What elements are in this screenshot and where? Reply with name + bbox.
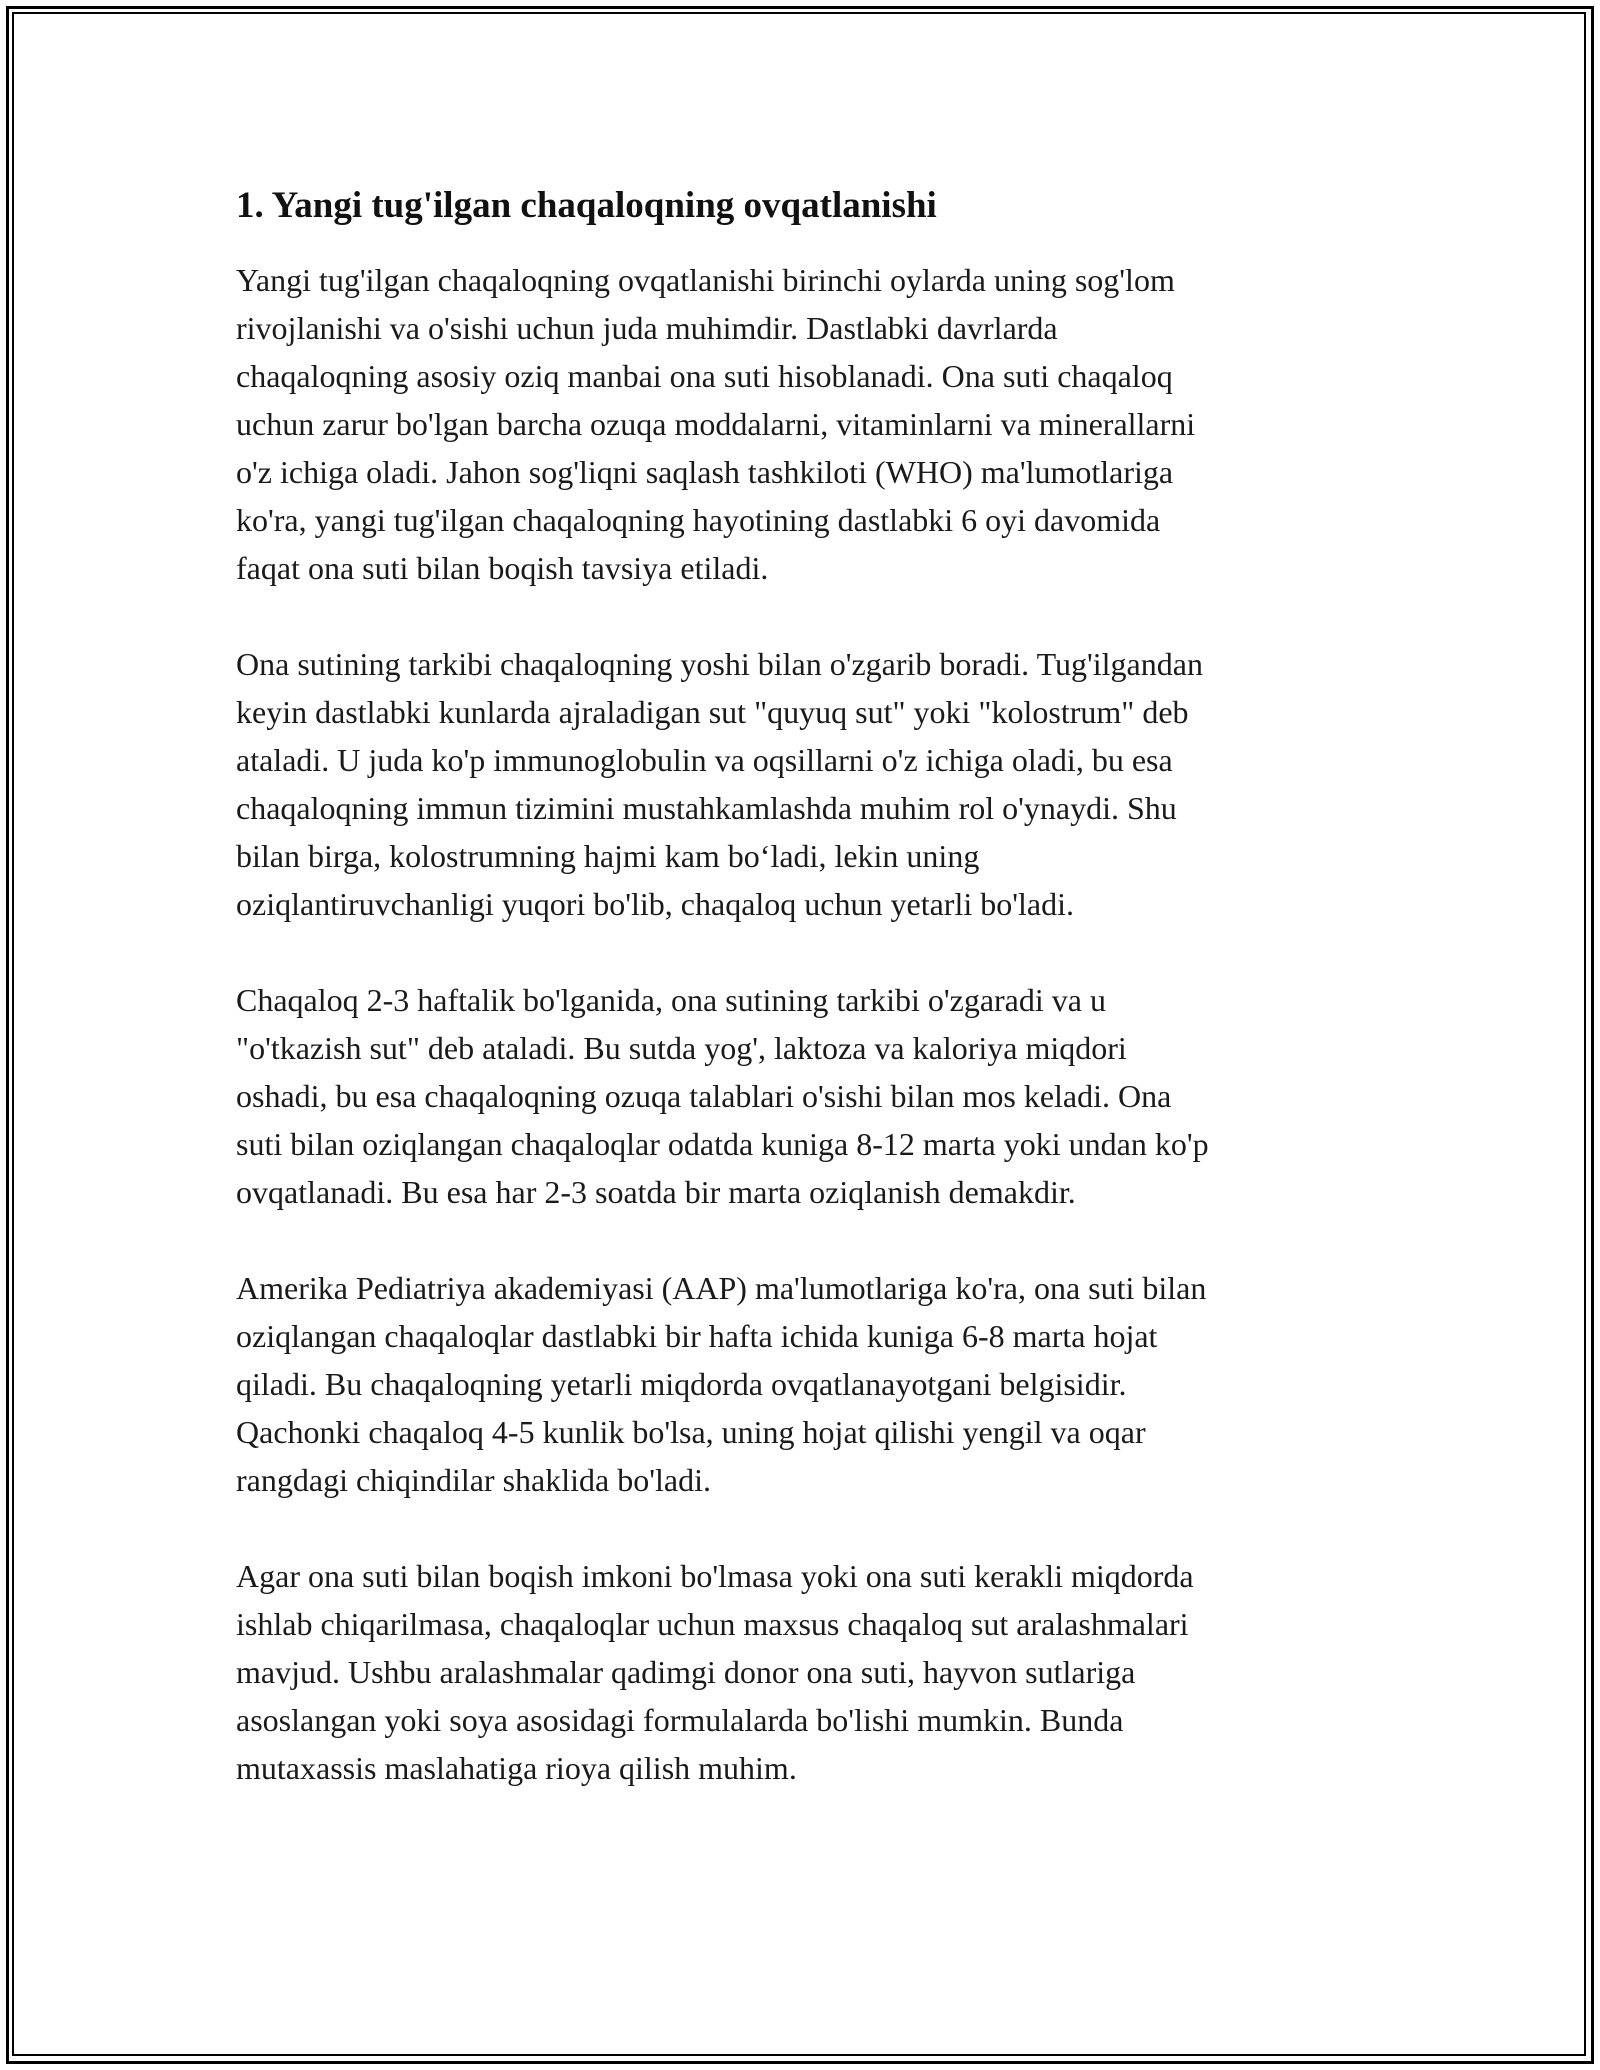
paragraph-line: chaqaloqning asosiy oziq manbai ona suti hisoblanadi. Ona suti chaqaloq — [236, 358, 1173, 394]
paragraph-line: qiladi. Bu chaqaloqning yetarli miqdorda ovqatlanayotgani belgisidir. — [236, 1366, 1127, 1402]
document-page — [236, 184, 1356, 1840]
paragraph-line: ko'ra, yangi tug'ilgan chaqaloqning hayotining dastlabki 6 oyi davomida — [236, 502, 1161, 538]
paragraph-line: oziqlangan chaqaloqlar dastlabki bir hafta ichida kuniga 6-8 marta hojat — [236, 1318, 1158, 1354]
paragraph-line: chaqaloqning immun tizimini mustahkamlashda muhim rol o'ynaydi. Shu — [236, 790, 1177, 826]
paragraph-line: Ona sutining tarkibi chaqaloqning yoshi bilan o'zgarib boradi. Tug'ilgandan — [236, 646, 1203, 682]
paragraph-line: rangdagi chiqindilar shaklida bo'ladi. — [236, 1462, 711, 1498]
paragraph-line: mavjud. Ushbu aralashmalar qadimgi donor ona suti, hayvon sutlariga — [236, 1654, 1136, 1690]
paragraph-line: Agar ona suti bilan boqish imkoni bo'lmasa yoki ona suti kerakli miqdorda — [236, 1558, 1194, 1594]
paragraph-1 — [236, 256, 1356, 592]
paragraph-line: Chaqaloq 2-3 haftalik bo'lganida, ona sutining tarkibi o'zgaradi va u — [236, 982, 1106, 1018]
paragraph-line: suti bilan oziqlangan chaqaloqlar odatda kuniga 8-12 marta yoki undan ko'p — [236, 1126, 1209, 1162]
paragraph-line: oziqlantiruvchanligi yuqori bo'lib, chaqaloq uchun yetarli bo'ladi. — [236, 886, 1074, 922]
paragraph-line: ishlab chiqarilmasa, chaqaloqlar uchun maxsus chaqaloq sut aralashmalari — [236, 1606, 1189, 1642]
paragraph-line: keyin dastlabki kunlarda ajraladigan sut "quyuq sut" yoki "kolostrum" deb — [236, 694, 1189, 730]
paragraph-line: Amerika Pediatriya akademiyasi (AAP) ma'lumotlariga ko'ra, ona suti bilan — [236, 1270, 1207, 1306]
paragraph-line: "o'tkazish sut" deb ataladi. Bu sutda yog', laktoza va kaloriya miqdori — [236, 1030, 1127, 1066]
paragraph-line: rivojlanishi va o'sishi uchun juda muhimdir. Dastlabki davrlarda — [236, 310, 1058, 346]
paragraph-line: uchun zarur bo'lgan barcha ozuqa moddalarni, vitaminlarni va minerallarni — [236, 406, 1196, 442]
paragraph-line: oshadi, bu esa chaqaloqning ozuqa talablari o'sishi bilan mos keladi. Ona — [236, 1078, 1172, 1114]
paragraph-line: o'z ichiga oladi. Jahon sog'liqni saqlash tashkiloti (WHO) ma'lumotlariga — [236, 454, 1174, 490]
paragraph-line: faqat ona suti bilan boqish tavsiya etiladi. — [236, 550, 769, 586]
paragraph-3 — [236, 976, 1356, 1216]
paragraph-5 — [236, 1552, 1356, 1792]
section-heading: 1. Yangi tug'ilgan chaqaloqning ovqatlanishi — [236, 185, 937, 226]
paragraph-line: ovqatlanadi. Bu esa har 2-3 soatda bir marta oziqlanish demakdir. — [236, 1174, 1076, 1210]
paragraph-2 — [236, 640, 1356, 928]
paragraph-line: Yangi tug'ilgan chaqaloqning ovqatlanishi birinchi oylarda uning sog'lom — [236, 262, 1175, 298]
paragraph-line: Qachonki chaqaloq 4-5 kunlik bo'lsa, uning hojat qilishi yengil va oqar — [236, 1414, 1146, 1450]
paragraph-line: ataladi. U juda ko'p immunoglobulin va oqsillarni o'z ichiga oladi, bu esa — [236, 742, 1173, 778]
paragraph-line: asoslangan yoki soya asosidagi formulalarda bo'lishi mumkin. Bunda — [236, 1702, 1124, 1738]
paragraph-4 — [236, 1264, 1356, 1504]
paragraph-line: bilan birga, kolostrumning hajmi kam bo‘ladi, lekin uning — [236, 838, 980, 874]
paragraph-line: mutaxassis maslahatiga rioya qilish muhim. — [236, 1750, 797, 1786]
